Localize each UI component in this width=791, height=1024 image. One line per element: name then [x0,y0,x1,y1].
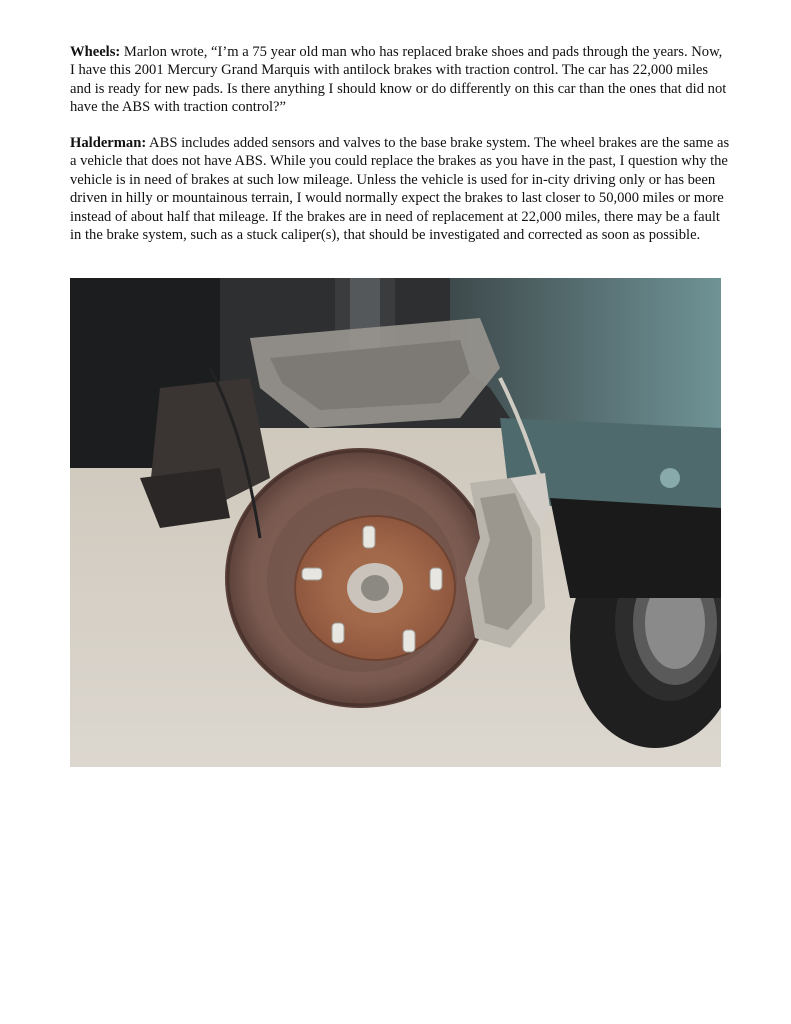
speaker-label: Wheels: [70,44,121,60]
answer-paragraph [70,134,730,244]
question-paragraph [70,43,730,117]
question-text: Marlon wrote, “I’m a 75 year old man who has replaced brake shoes and pads through the years. Now, I have this 2001 Mercury Grand Marquis with antilock brakes with traction control. The car has 22,000 miles and is ready for new pads. Is there anything I should know or do differently on this car than the ones that did not have the ABS with traction control?” [70,44,727,116]
brake-rotor-photo [70,278,721,767]
answer-text: ABS includes added sensors and valves to the base brake system. The wheel brakes are the same as a vehicle that does not have ABS. While you could replace the brakes as you have in the past, I question why the vehicle is in need of brakes at such low mileage. Unless the vehicle is used for in-city driving only or has been driven in hilly or mountainous terrain, I would normally expect the brakes to last closer to 50,000 miles or more instead of about half that mileage. If the brakes are in need of replacement at 22,000 miles, there may be a fault in the brake system, such as a stuck caliper(s), that should be investigated and corrected as soon as possible. [70,135,730,244]
speaker-label: Halderman: [70,135,147,151]
